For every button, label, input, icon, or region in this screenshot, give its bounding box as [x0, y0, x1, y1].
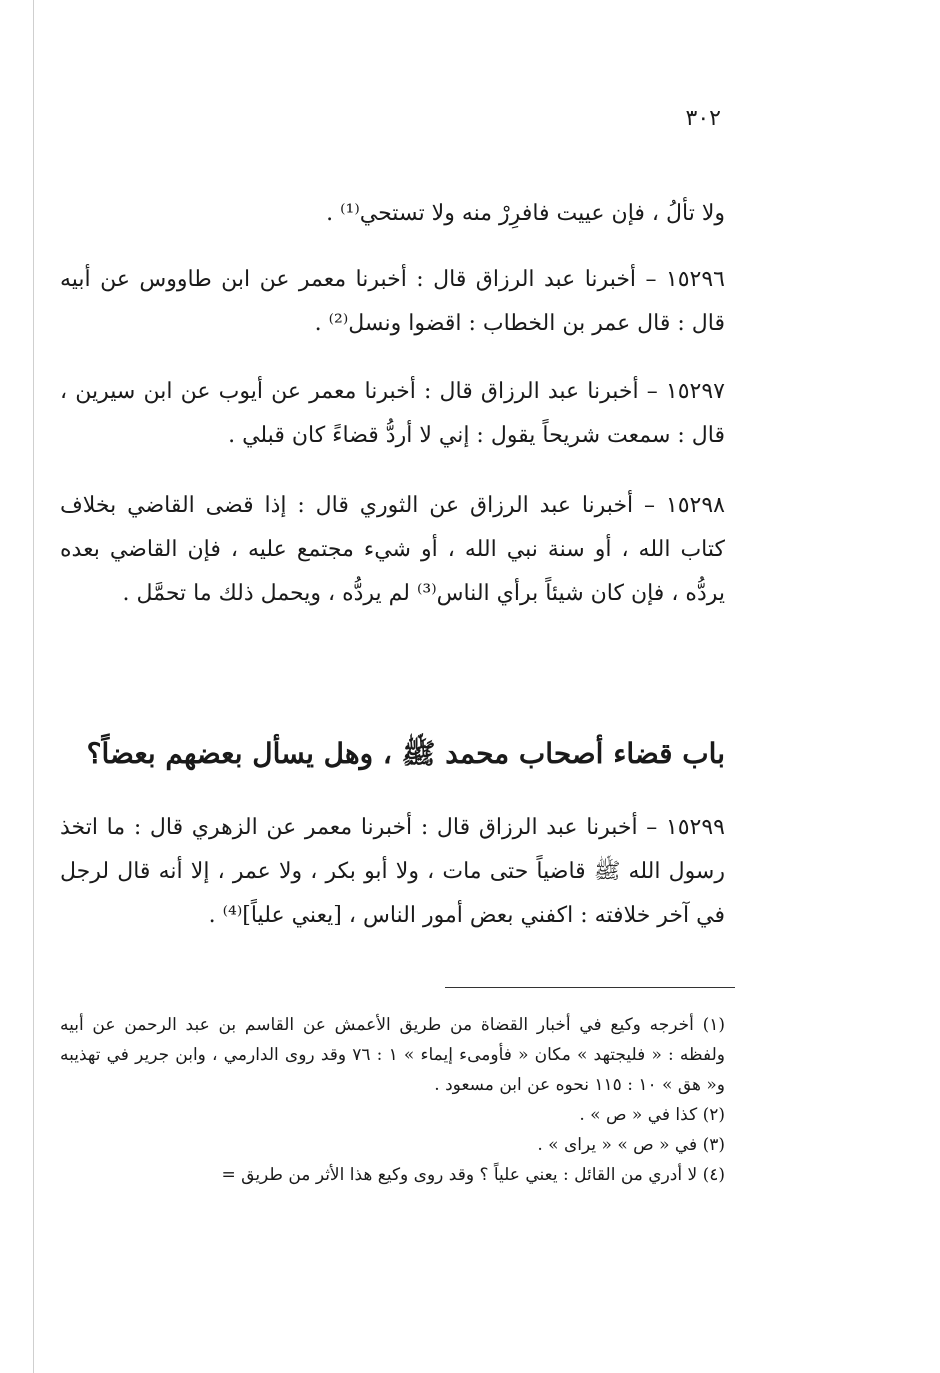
- footnote-divider: [445, 987, 735, 988]
- paragraph-15298: ١٥٢٩٨ – أخبرنا عبد الرزاق عن الثوري قال : إذا قضى القاضي بخلاف كتاب الله ، أو سنة نبي الله ، أو شيء مجتمع عليه ، فإن القاضي بعده يردُّه ، فإن كان شيئاً برأي الناس⁽³⁾ لم يردُّه ، ويحمل ذلك ما تحمَّل .: [60, 493, 725, 606]
- footnotes: [60, 1010, 725, 1190]
- page: [60, 0, 735, 1373]
- chapter-heading: باب قضاء أصحاب محمد ﷺ ، وهل يسأل بعضهم بعضاً؟: [86, 737, 725, 771]
- paragraph-intro: ولا تألُ ، فإن عييت فافرِرْ منه ولا تستحي⁽¹⁾ .: [326, 201, 725, 226]
- footnote-4: (٤) لا أدري من القائل : يعني علياً ؟ وقد روى وكيع هذا الأثر من طريق =: [221, 1165, 725, 1185]
- paragraph-15296: ١٥٢٩٦ – أخبرنا عبد الرزاق قال : أخبرنا معمر عن ابن طاووس عن أبيه قال : قال عمر بن الخطاب : اقضوا ونسل⁽²⁾ .: [60, 267, 725, 336]
- paragraph-15297: ١٥٢٩٧ – أخبرنا عبد الرزاق قال : أخبرنا معمر عن أيوب عن ابن سيرين ، قال : سمعت شريحاً يقول : إني لا أردُّ قضاءً كان قبلي .: [60, 379, 725, 448]
- footnote-2: (٢) كذا في « ص » .: [579, 1105, 725, 1125]
- footnote-3: (٣) في « ص » « يرای » .: [537, 1135, 725, 1155]
- left-margin-line: [33, 0, 34, 1373]
- footnote-1: (١) أخرجه وكيع في أخبار القضاة من طريق الأعمش عن القاسم بن عبد الرحمن عن أبيه ولفظه : « فليجتهد » مكان « فأومىء إيماء » ١ : ٧٦ وقد روى الدارمي ، وابن جرير في تهذيبه و« هق » ١٠ : ١١٥ نحوه عن ابن مسعود .: [60, 1015, 725, 1095]
- page-number: ٣٠٢: [685, 106, 721, 131]
- paragraph-15299: ١٥٢٩٩ – أخبرنا عبد الرزاق قال : أخبرنا معمر عن الزهري قال : ما اتخذ رسول الله ﷺ قاضياً حتى مات ، ولا أبو بكر ، ولا عمر ، إلا أنه قال لرجل في آخر خلافته : اكفني بعض أمور الناس ، [يعني علياً]⁽⁴⁾ .: [60, 815, 725, 928]
